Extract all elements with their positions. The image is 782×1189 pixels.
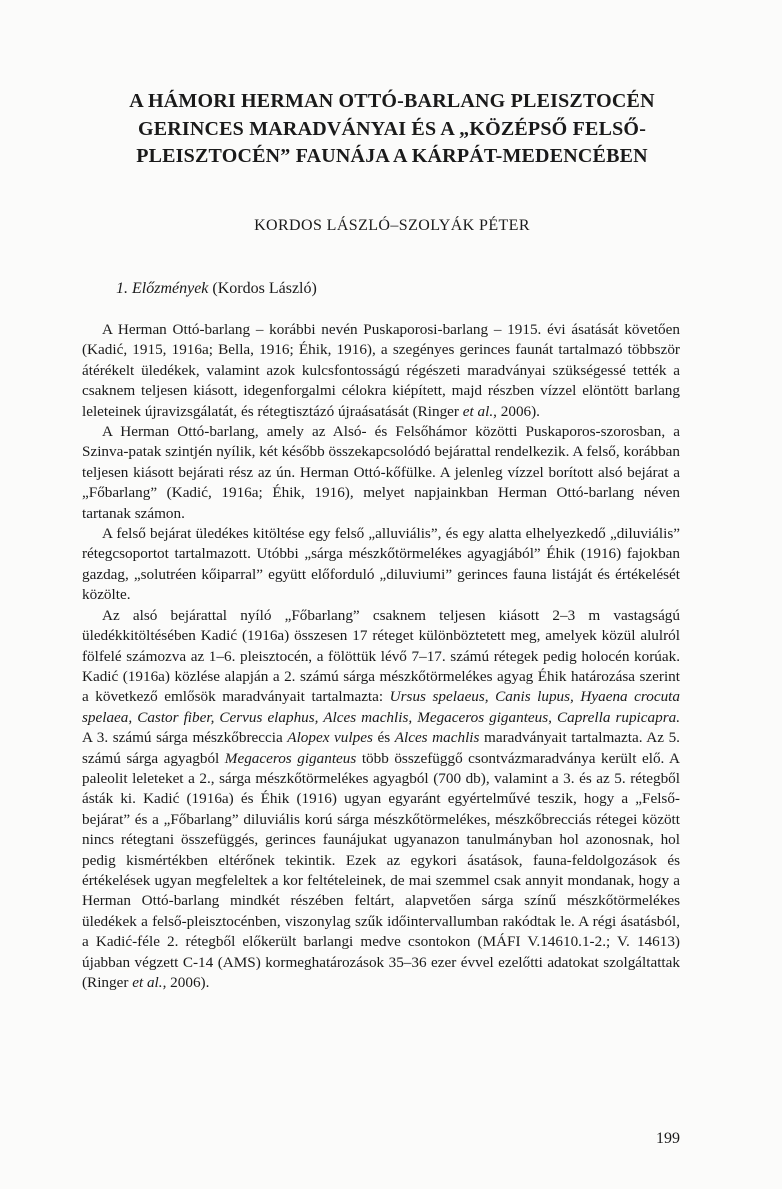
paragraph-4-text-a: Az alsó bejárattal nyíló „Főbarlang” csaknem teljesen kiásott 2–3 m vastagságú üledékkitöltésében Kadić (1916a) összesen 17 réteget különböztetett meg, amelyek közül alulról fölfelé számozva az 1–6. pleisztocén, a fölöttük lévő 7–17. számú rétegek pedig holocén korúak. Kadić (1916a) közlése alapján a 2. számú sárga mészkőtörmelékes agyag Éhik határozása szerint a következő emlősök maradványait tartalmazta:: [82, 606, 680, 706]
paragraph-4-species-list: Ursus spelaeus, Canis lupus, Hyaena crocuta spelaea, Castor fiber, Cervus elaphus, Alces machlis, Megaceros giganteus, Caprella rupicapra.: [82, 688, 680, 726]
paragraph-4-species-alces: Alces machlis: [394, 729, 480, 747]
section-title: Előzmények: [132, 280, 209, 297]
paragraph-1-italic-etal: et al.: [462, 402, 494, 420]
title-line-3: PLEISZTOCÉN” FAUNÁJA A KÁRPÁT-MEDENCÉBEN: [136, 145, 648, 167]
section-number: 1.: [116, 280, 128, 297]
paragraph-4: [82, 606, 680, 994]
paragraph-4-species-alopex: Alopex vulpes: [287, 729, 373, 747]
paragraph-4-italic-etal: et al.: [132, 974, 163, 991]
article-title: [80, 88, 704, 171]
paragraph-4-text-c: és: [372, 729, 395, 747]
article-body: [82, 320, 680, 993]
paragraph-4-text-f: , 2006).: [162, 974, 210, 991]
paragraph-1: [82, 320, 680, 422]
paragraph-2: A Herman Ottó-barlang, amely az Alsó- és Felsőhámor közötti Puskaporos-szorosban, a Szinva-patak szintjén nyílik, két később összekapcsolódó bejárattal rendelkezik. A felső, korábban teljesen kiásott bejárati rész az ún. Herman Ottó-kőfülke. A jelenleg vízzel borított alsó bejárat a „Főbarlang” (Kadić, 1916a; Éhik, 1916), melyet napjainkban Herman Ottó-barlang néven tartanak számon.: [82, 423, 680, 522]
section-heading: [116, 280, 317, 298]
paragraph-4-text-d: maradványait tartalmazta. Az 5. számú sárga agyagból: [82, 729, 680, 767]
paragraph-4-species-megaceros: Megaceros giganteus: [224, 749, 357, 767]
paragraph-4-text-e: több összefüggő csontvázmaradványa került elő. A paleolit leleteket a 2., sárga mészkőtörmelékes agyagból (700 db), valamint a 3. és az 5. rétegből ásták ki. Kadić (1916a) és Éhik (1916) ugyan egyaránt egyértelművé teszik, hogy a „Felső-bejárat” és a „Főbarlang” diluviális korú sárga mészkőtörmelékes, mészkőbrecciás rétegei között nincs rétegtani összefüggés, gerinces faunájukat ugyanazon tanulmányban hol azonosnak, hol pedig kismértékben eltérőnek tekintik. Ezek az egykori ásatások, fauna-feldolgozások és értékelések ugyan megfeleltek a kor feltételeinek, de mai szemmel csak annyit mondanak, hogy a Herman Ottó-barlang mindkét részében feltárt, alapvetően sárga színű mészkőtörmelékes üledékek a felső-pleisztocénben, viszonylag szűk időintervallumban rakódtak le. A régi ásatásból, a Kadić-féle 2. rétegből előkerült barlangi medve csontokon (MÁFI V.14610.1-2.; V. 14613) újabban végzett C-14 (AMS) kormeghatározások 35–36 ezer évvel ezelőtti adatokat szolgáltattak (Ringer: [82, 749, 680, 991]
paragraph-1-text-b: , 2006).: [493, 402, 540, 420]
title-line-1: A HÁMORI HERMAN OTTÓ-BARLANG PLEISZTOCÉN: [129, 90, 655, 112]
paragraph-1-text-a: A Herman Ottó-barlang – korábbi nevén Puskaporosi-barlang – 1915. évi ásatását követően (Kadić, 1915, 1916a; Bella, 1916; Éhik, 1916), a szegényes gerinces faunát tartalmazó többször átérékelt üledékek, valamint azok kulcsfontosságú régészeti maradványai szükségessé tették a csaknem teljesen kiásott, idegenforgalmi célokra kiépített, majd részben vízzel elöntött barlang leleteinek újravizsgálatát, és rétegtisztázó újraásatását (Ringer: [82, 321, 680, 420]
paragraph-3: A felső bejárat üledékes kitöltése egy felső „alluviális”, és egy alatta elhelyezkedő „diluviális” rétegcsoportot tartalmazott. Utóbbi „sárga mészkőtörmelékes agyagjából” Éhik (1916) fajokban gazdag, „solutréen kőiparral” együtt előforduló „diluviumi” gerinces fauna listáját és értékelését közölte.: [82, 525, 680, 604]
paragraph-4-text-b: A 3. számú sárga mészkőbreccia: [82, 729, 288, 747]
section-author: (Kordos László): [212, 280, 317, 297]
title-line-2: GERINCES MARADVÁNYAI ÉS A „KÖZÉPSŐ FELSŐ-: [137, 117, 647, 140]
page-number: 199: [656, 1130, 680, 1147]
article-authors: KORDOS LÁSZLÓ–SZOLYÁK PÉTER: [254, 217, 530, 234]
